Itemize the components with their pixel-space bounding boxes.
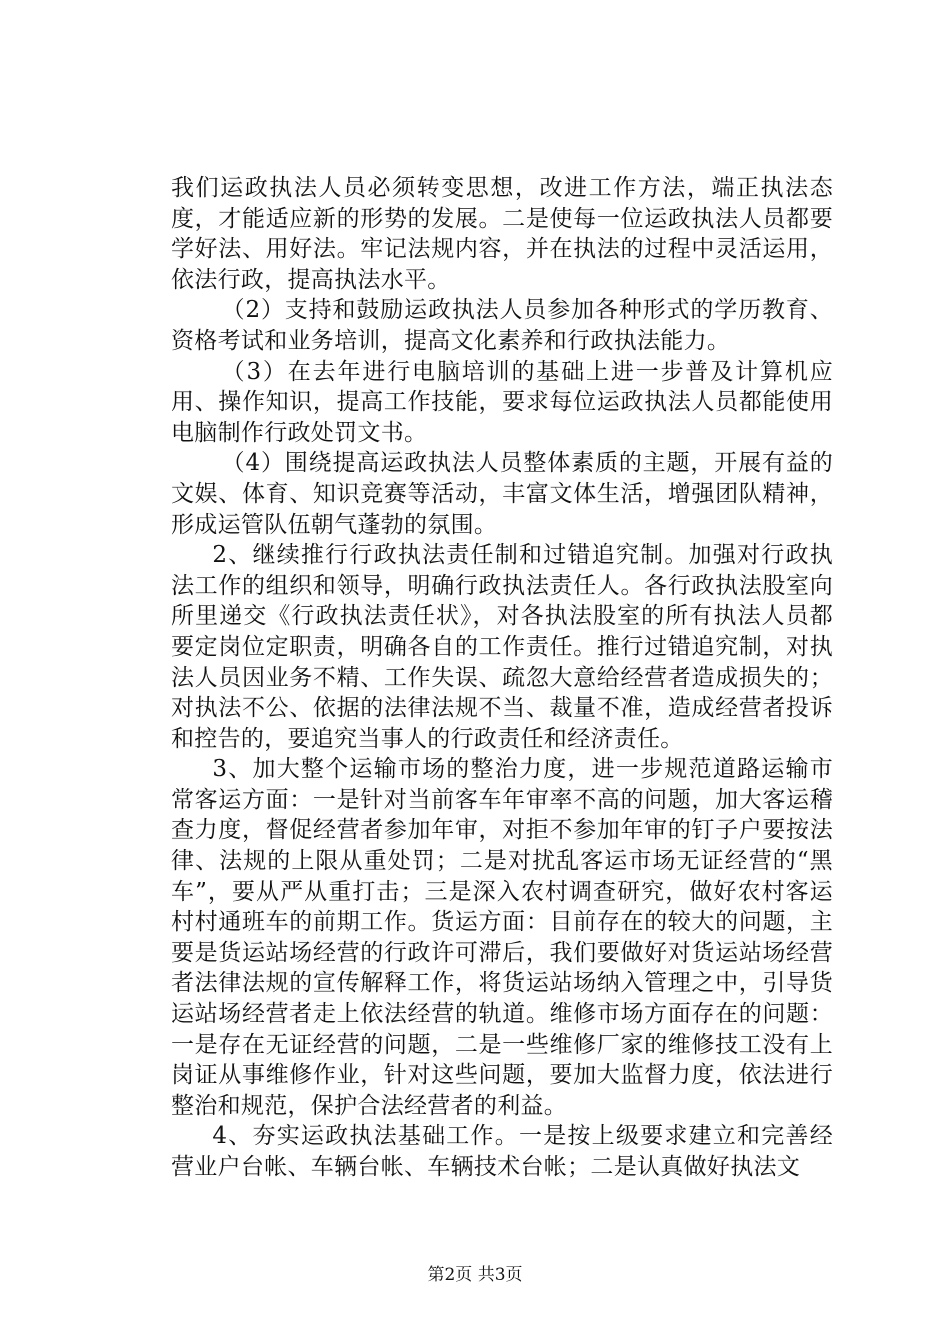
page-number-footer: 第2页 共3页 [427,1265,523,1285]
paragraph-section-2: 2、继续推行行政执法责任制和过错追究制。加强对行政执法工作的组织和领导，明确行政执法责任人。各行政执法股室向所里递交《行政执法责任状》，对各执法股室的所有执法人员都要定岗位定职责，明确各自的工作责任。推行过错追究制，对执法人员因业务不精、工作失误、疏忽大意给经营者造成损失的；对执法不公、依据的法律法规不当、裁量不准，造成经营者投诉和控告的，要追究当事人的行政责任和经济责任。 [171,542,833,752]
paragraph-item-3: （3）在去年进行电脑培训的基础上进一步普及计算机应用、操作知识，提高工作技能，要求每位运政执法人员都能使用电脑制作行政处罚文书。 [171,358,833,446]
paragraph-item-4: （4）围绕提高运政执法人员整体素质的主题，开展有益的文娱、体育、知识竞赛等活动，丰富文体生活，增强团队精神，形成运管队伍朝气蓬勃的氛围。 [171,450,833,538]
paragraph-section-4: 4、夯实运政执法基础工作。一是按上级要求建立和完善经营业户台帐、车辆台帐、车辆技术台帐；二是认真做好执法文 [171,1123,833,1180]
paragraph-continuation: 我们运政执法人员必须转变思想，改进工作方法，端正执法态度，才能适应新的形势的发展。二是使每一位运政执法人员都要学好法、用好法。牢记法规内容，并在执法的过程中灵活运用，依法行政，提高执法水平。 [171,175,833,293]
document-body [171,173,833,1183]
paragraph-item-2: （2）支持和鼓励运政执法人员参加各种形式的学历教育、资格考试和业务培训，提高文化素养和行政执法能力。 [171,297,833,354]
paragraph-section-3: 3、加大整个运输市场的整治力度，进一步规范道路运输市常客运方面：一是针对当前客车年审率不高的问题，加大客运稽查力度，督促经营者参加年审，对拒不参加年审的钉子户要按法律、法规的上限从重处罚；二是对扰乱客运市场无证经营的“黑车”，要从严从重打击；三是深入农村调查研究，做好农村客运村村通班车的前期工作。货运方面：目前存在的较大的问题，主要是货运站场经营的行政许可滞后，我们要做好对货运站场经营者法律法规的宣传解释工作，将货运站场纳入管理之中，引导货运站场经营者走上依法经营的轨道。维修市场方面存在的问题：一是存在无证经营的问题，二是一些维修厂家的维修技工没有上岗证从事维修作业，针对这些问题，要加大监督力度，依法进行整治和规范，保护合法经营者的利益。 [171,756,833,1119]
